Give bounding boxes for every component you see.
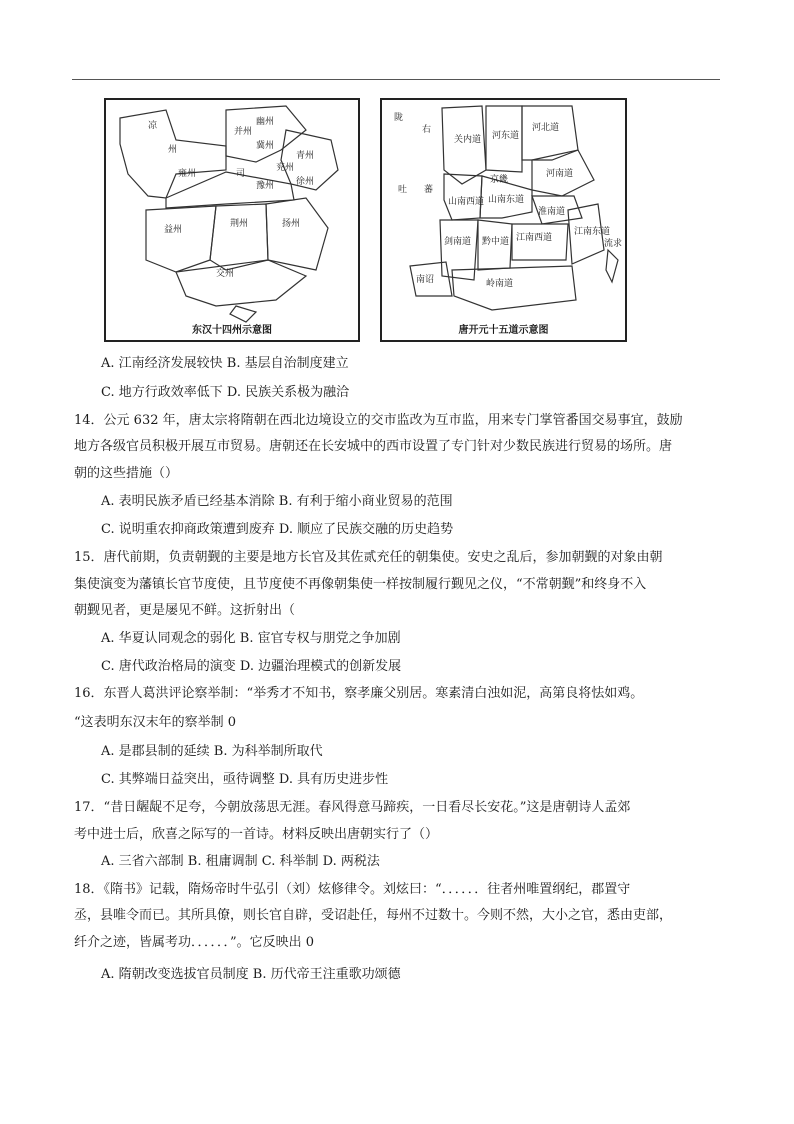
map-label-shannan-east: 山南东道 xyxy=(488,195,525,205)
map-label-yongzhou: 雍州 xyxy=(178,169,197,179)
map-label-yizhou: 益州 xyxy=(164,225,183,235)
map-label-yanzhou: 兖州 xyxy=(276,163,295,173)
eastern-han-map xyxy=(104,98,360,342)
map-label-jiannan: 剑南道 xyxy=(444,237,472,247)
map-label-jingji: 京畿 xyxy=(490,175,509,185)
q17-stem-line2: 考中进士后，欣喜之际写的一首诗。材料反映出唐朝实行了（） xyxy=(74,827,439,842)
map-label-tu: 吐 xyxy=(398,185,408,195)
q17-stem-line1: 17．“昔日龌龊不足夸，今朝放荡思无涯。春风得意马蹄疾，一日看尽长安花。”这是唐朝诗人孟郊 xyxy=(74,800,631,815)
q13-options-line1: A. 江南经济发展较快 B. 基层自治制度建立 xyxy=(101,356,349,371)
q14-stem-line3: 朝的这些措施（） xyxy=(74,466,179,481)
tang-circuits-map-caption: 唐开元十五道示意图 xyxy=(458,325,549,336)
eastern-han-map-drawing xyxy=(106,100,358,340)
q16-stem-line1: 16．东晋人葛洪评论察举制：“举秀才不知书，察孝廉父别居。寒素清白浊如泥，高第良将怯如鸡。 xyxy=(74,686,644,701)
map-label-youzhou: 幽州 xyxy=(256,117,275,127)
map-label-liang: 凉 xyxy=(148,121,158,131)
q13-options-line2: C. 地方行政效率低下 D. 民族关系极为融洽 xyxy=(101,385,350,400)
q15-options-line2: C. 唐代政治格局的演变 D. 边疆治理模式的创新发展 xyxy=(101,659,402,674)
map-label-long: 陇 xyxy=(394,113,404,123)
map-label-qingzhou: 青州 xyxy=(296,151,315,161)
map-label-liang-zhou: 州 xyxy=(168,145,178,155)
tang-circuits-map-drawing xyxy=(382,100,625,340)
map-label-jiaozhou: 交州 xyxy=(216,269,235,279)
map-label-hebei: 河北道 xyxy=(532,123,560,133)
map-label-bingzhou: 并州 xyxy=(234,127,253,137)
q15-options-line1: A. 华夏认同观念的弱化 B. 宦官专权与朋党之争加剧 xyxy=(101,631,401,646)
map-label-jiangnan-east: 江南东道 xyxy=(574,227,611,237)
q16-options-line2: C. 其弊端日益突出，亟待调整 D. 具有历史进步性 xyxy=(101,772,389,787)
q18-stem-line1: 18．《隋书》记载，隋炀帝时牛弘引（刘）炫修律令。刘炫曰：“．．．．．．往者州唯置纲纪，郡置守 xyxy=(74,882,631,897)
q18-options-line1: A. 隋朝改变选拔官员制度 B. 历代帝王注重歌功颂德 xyxy=(101,967,401,982)
q14-options-line1: A. 表明民族矛盾已经基本消除 B. 有利于缩小商业贸易的范围 xyxy=(101,494,453,509)
map-label-hedong: 河东道 xyxy=(492,131,520,141)
q18-stem-line2: 丞，县唯令而已。其所具僚，则长官自辟，受诏赴任，每州不过数十。今则不然，大小之官，悉由吏部， xyxy=(74,908,673,923)
q15-stem-line2: 集使演变为藩镇长官节度使，且节度使不再像朝集使一样按制履行觐见之仪，“不常朝觐”和终身不入 xyxy=(74,577,647,592)
tang-circuits-map xyxy=(380,98,627,342)
map-label-yangzhou: 扬州 xyxy=(282,219,301,229)
map-label-jiangnan-west: 江南西道 xyxy=(516,233,553,243)
map-label-nanzhao: 南诏 xyxy=(416,275,435,285)
map-label-henan: 河南道 xyxy=(546,169,574,179)
map-label-guannei: 关内道 xyxy=(454,135,482,145)
q18-stem-line3: 纤介之迹，皆属考功．．．．．．”。它反映出 0 xyxy=(74,935,315,950)
map-label-fan: 蕃 xyxy=(424,185,434,195)
q16-stem-line2: “这表明东汉末年的察举制 0 xyxy=(74,715,237,730)
map-label-si: 司 xyxy=(236,169,246,179)
q14-options-line2: C. 说明重农抑商政策遭到废弃 D. 顺应了民族交融的历史趋势 xyxy=(101,522,454,537)
q14-stem-line1: 14．公元 632 年，唐太宗将隋朝在西北边境设立的交市监改为互市监，用来专门掌管番国交易事宜，鼓励 xyxy=(74,413,683,428)
map-label-liuqiu: 流求 xyxy=(604,239,623,249)
map-label-xuzhou: 徐州 xyxy=(296,177,315,187)
map-label-huainan: 淮南道 xyxy=(538,207,566,217)
q15-stem-line3: 朝觐见者，更是屡见不鲜。这折射出（ xyxy=(74,603,296,618)
map-label-yuzhou: 豫州 xyxy=(256,181,275,191)
q17-options-line1: A. 三省六部制 B. 租庸调制 C. 科举制 D. 两税法 xyxy=(101,854,380,869)
map-label-you: 右 xyxy=(422,125,432,135)
q15-stem-line1: 15．唐代前期，负责朝觐的主要是地方长官及其佐贰充任的朝集使。安史之乱后，参加朝觐的对象由朝 xyxy=(74,550,663,565)
map-label-shannan-west: 山南西道 xyxy=(448,197,485,207)
map-label-jizhou: 冀州 xyxy=(256,141,275,151)
map-label-lingnan: 岭南道 xyxy=(486,279,514,289)
map-label-jingzhou: 荆州 xyxy=(230,219,249,229)
eastern-han-map-caption: 东汉十四州示意图 xyxy=(192,325,272,336)
q14-stem-line2: 地方各级官员积极开展互市贸易。唐朝还在长安城中的西市设置了专门针对少数民族进行贸易的场所。唐 xyxy=(74,439,673,454)
header-rule xyxy=(72,79,720,80)
map-label-qianzhong: 黔中道 xyxy=(482,237,510,247)
q16-options-line1: A. 是郡县制的延续 B. 为科举制所取代 xyxy=(101,744,323,759)
